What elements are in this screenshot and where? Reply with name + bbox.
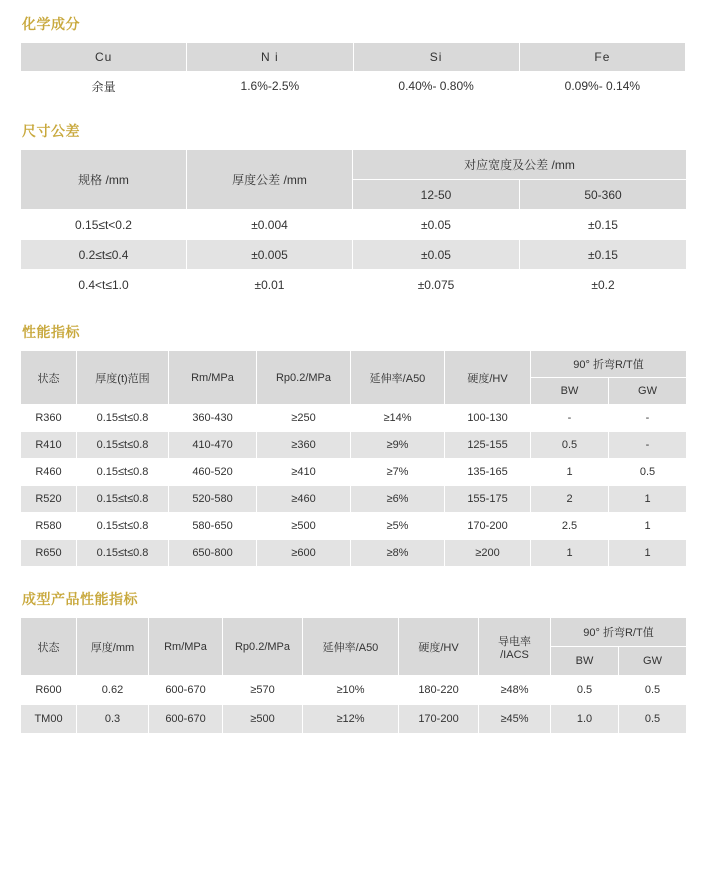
- header-cell-elongation: 延伸率/A50: [303, 618, 399, 676]
- cell-thickness-tolerance: ±0.01: [187, 270, 353, 300]
- section-title-formed: 成型产品性能指标: [22, 591, 138, 607]
- section-performance: [20, 322, 689, 567]
- cell-bend-bw: 1.0: [551, 705, 619, 734]
- cell-state: R460: [21, 459, 77, 486]
- header-cell-bend-bw: BW: [551, 647, 619, 676]
- cell-thickness-range: 0.15≤t≤0.8: [77, 432, 169, 459]
- header-cell-bend-group: 90° 折弯R/T值: [531, 351, 687, 378]
- cell-rm: 460-520: [169, 459, 257, 486]
- cell-bend-bw: 2: [531, 486, 609, 513]
- cell-rp02: ≥460: [257, 486, 351, 513]
- header-cell-bend-group: 90° 折弯R/T值: [551, 618, 687, 647]
- cell-rp02: ≥600: [257, 540, 351, 567]
- cell-bend-gw: -: [609, 405, 687, 432]
- header-cell-ni: N i: [187, 43, 353, 72]
- cell-bend-gw: 1: [609, 513, 687, 540]
- cell-rm: 650-800: [169, 540, 257, 567]
- cell-hardness: 180-220: [399, 676, 479, 705]
- cell-si-value: 0.40%- 0.80%: [353, 72, 519, 101]
- cell-thickness: 0.3: [77, 705, 149, 734]
- table-row: [21, 676, 687, 705]
- cell-bend-bw: 1: [531, 459, 609, 486]
- section-title-chemical: 化学成分: [22, 16, 80, 32]
- cell-rp02: ≥500: [223, 705, 303, 734]
- cell-elongation: ≥12%: [303, 705, 399, 734]
- cell-thickness-range: 0.15≤t≤0.8: [77, 513, 169, 540]
- cell-rm: 600-670: [149, 676, 223, 705]
- table-header-row: [21, 43, 686, 72]
- cell-hardness: 125-155: [445, 432, 531, 459]
- table-row: [21, 540, 687, 567]
- table-performance: [20, 350, 687, 567]
- header-cell-spec: 规格 /mm: [21, 150, 187, 210]
- header-cell-width-group: 对应宽度及公差 /mm: [353, 150, 687, 180]
- cell-bend-bw: -: [531, 405, 609, 432]
- cell-state: R650: [21, 540, 77, 567]
- cell-state: R580: [21, 513, 77, 540]
- header-cell-si: Si: [353, 43, 519, 72]
- cell-rp02: ≥500: [257, 513, 351, 540]
- conductivity-line-1: 导电率: [498, 635, 531, 648]
- cell-rm: 520-580: [169, 486, 257, 513]
- cell-hardness: ≥200: [445, 540, 531, 567]
- cell-hardness: 135-165: [445, 459, 531, 486]
- header-cell-bend-bw: BW: [531, 378, 609, 405]
- table-row: [21, 486, 687, 513]
- cell-bend-gw: 0.5: [609, 459, 687, 486]
- cell-rm: 360-430: [169, 405, 257, 432]
- header-cell-hardness: 硬度/HV: [445, 351, 531, 405]
- cell-elongation: ≥6%: [351, 486, 445, 513]
- header-cell-rp02: Rp0.2/MPa: [257, 351, 351, 405]
- cell-hardness: 100-130: [445, 405, 531, 432]
- table-chemical-composition: [20, 42, 686, 101]
- table-header-row-1: [21, 351, 687, 378]
- cell-width-tolerance-1: ±0.075: [353, 270, 520, 300]
- cell-width-tolerance-1: ±0.05: [353, 210, 520, 240]
- cell-thickness: 0.62: [77, 676, 149, 705]
- header-cell-width-12-50: 12-50: [353, 180, 520, 210]
- table-row: [21, 210, 687, 240]
- cell-elongation: ≥5%: [351, 513, 445, 540]
- cell-spec: 0.4<t≤1.0: [21, 270, 187, 300]
- cell-hardness: 170-200: [399, 705, 479, 734]
- header-cell-fe: Fe: [519, 43, 685, 72]
- cell-width-tolerance-1: ±0.05: [353, 240, 520, 270]
- cell-thickness-range: 0.15≤t≤0.8: [77, 405, 169, 432]
- section-chemical-composition: [20, 14, 689, 101]
- cell-thickness-tolerance: ±0.005: [187, 240, 353, 270]
- cell-width-tolerance-2: ±0.15: [520, 240, 687, 270]
- section-title-dimension: 尺寸公差: [22, 123, 80, 139]
- cell-thickness-range: 0.15≤t≤0.8: [77, 459, 169, 486]
- header-cell-rp02: Rp0.2/MPa: [223, 618, 303, 676]
- table-row: [21, 240, 687, 270]
- cell-conductivity: ≥48%: [479, 676, 551, 705]
- section-formed-product-performance: [20, 589, 689, 734]
- section-dimension-tolerance: [20, 121, 689, 300]
- cell-elongation: ≥8%: [351, 540, 445, 567]
- header-cell-conductivity: [479, 618, 551, 676]
- cell-thickness-range: 0.15≤t≤0.8: [77, 540, 169, 567]
- cell-state: R520: [21, 486, 77, 513]
- cell-bend-gw: 1: [609, 540, 687, 567]
- cell-bend-gw: 0.5: [619, 705, 687, 734]
- header-cell-width-50-360: 50-360: [520, 180, 687, 210]
- conductivity-line-2: /IACS: [500, 648, 529, 661]
- header-cell-elongation: 延伸率/A50: [351, 351, 445, 405]
- cell-spec: 0.15≤t<0.2: [21, 210, 187, 240]
- header-cell-state: 状态: [21, 618, 77, 676]
- cell-rp02: ≥250: [257, 405, 351, 432]
- cell-state: TM00: [21, 705, 77, 734]
- cell-thickness-tolerance: ±0.004: [187, 210, 353, 240]
- table-row: [21, 513, 687, 540]
- header-cell-state: 状态: [21, 351, 77, 405]
- cell-conductivity: ≥45%: [479, 705, 551, 734]
- table-row: [21, 270, 687, 300]
- cell-elongation: ≥7%: [351, 459, 445, 486]
- cell-elongation: ≥9%: [351, 432, 445, 459]
- section-title-performance: 性能指标: [22, 324, 80, 340]
- cell-bend-bw: 0.5: [551, 676, 619, 705]
- cell-state: R360: [21, 405, 77, 432]
- cell-rm: 410-470: [169, 432, 257, 459]
- cell-bend-gw: 1: [609, 486, 687, 513]
- cell-spec: 0.2≤t≤0.4: [21, 240, 187, 270]
- cell-state: R410: [21, 432, 77, 459]
- cell-width-tolerance-2: ±0.15: [520, 210, 687, 240]
- header-cell-bend-gw: GW: [619, 647, 687, 676]
- cell-ni-value: 1.6%-2.5%: [187, 72, 353, 101]
- cell-bend-bw: 1: [531, 540, 609, 567]
- cell-bend-bw: 2.5: [531, 513, 609, 540]
- table-row: [21, 459, 687, 486]
- cell-state: R600: [21, 676, 77, 705]
- cell-rm: 580-650: [169, 513, 257, 540]
- header-cell-thickness-range: 厚度(t)范围: [77, 351, 169, 405]
- table-row: [21, 432, 687, 459]
- header-cell-hardness: 硬度/HV: [399, 618, 479, 676]
- table-header-row-1: [21, 150, 687, 180]
- cell-elongation: ≥10%: [303, 676, 399, 705]
- header-cell-bend-gw: GW: [609, 378, 687, 405]
- cell-rp02: ≥570: [223, 676, 303, 705]
- cell-cu-value: 余量: [21, 72, 187, 101]
- table-row: [21, 72, 686, 101]
- cell-rp02: ≥360: [257, 432, 351, 459]
- cell-elongation: ≥14%: [351, 405, 445, 432]
- cell-bend-gw: 0.5: [619, 676, 687, 705]
- table-header-row-1: [21, 618, 687, 647]
- header-cell-rm: Rm/MPa: [169, 351, 257, 405]
- cell-bend-bw: 0.5: [531, 432, 609, 459]
- cell-hardness: 170-200: [445, 513, 531, 540]
- cell-bend-gw: -: [609, 432, 687, 459]
- header-cell-cu: Cu: [21, 43, 187, 72]
- header-cell-thickness: 厚度/mm: [77, 618, 149, 676]
- cell-rm: 600-670: [149, 705, 223, 734]
- table-row: [21, 705, 687, 734]
- table-formed-product: [20, 617, 687, 734]
- header-cell-thickness-tolerance: 厚度公差 /mm: [187, 150, 353, 210]
- cell-width-tolerance-2: ±0.2: [520, 270, 687, 300]
- cell-thickness-range: 0.15≤t≤0.8: [77, 486, 169, 513]
- table-dimension-tolerance: [20, 149, 687, 300]
- header-cell-rm: Rm/MPa: [149, 618, 223, 676]
- cell-hardness: 155-175: [445, 486, 531, 513]
- table-row: [21, 405, 687, 432]
- cell-fe-value: 0.09%- 0.14%: [519, 72, 685, 101]
- cell-rp02: ≥410: [257, 459, 351, 486]
